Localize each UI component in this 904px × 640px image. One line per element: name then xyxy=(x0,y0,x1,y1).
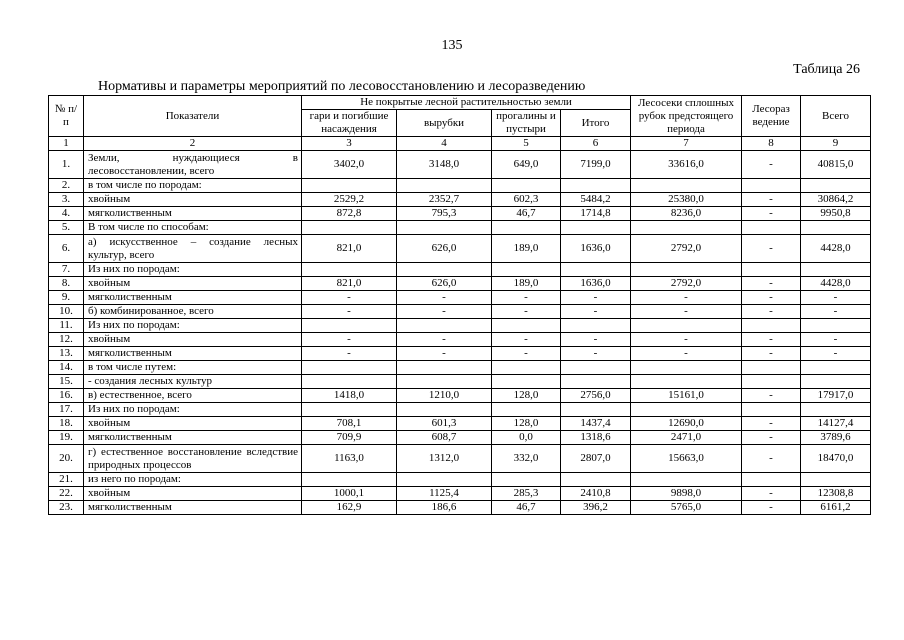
row-value: 15161,0 xyxy=(631,389,742,403)
row-value xyxy=(742,375,801,389)
row-value: 162,9 xyxy=(302,501,397,515)
row-value: 18470,0 xyxy=(801,445,871,473)
row-value: 9898,0 xyxy=(631,487,742,501)
row-label: - создания лесных культур xyxy=(84,375,302,389)
row-value xyxy=(302,319,397,333)
row-value: - xyxy=(561,333,631,347)
row-value xyxy=(397,221,492,235)
row-number: 11. xyxy=(49,319,84,333)
row-value: 602,3 xyxy=(492,193,561,207)
row-value xyxy=(302,179,397,193)
header-clearings: вырубки xyxy=(397,110,492,137)
row-value xyxy=(492,375,561,389)
row-value: 40815,0 xyxy=(801,151,871,179)
row-value xyxy=(492,179,561,193)
table-row xyxy=(49,193,871,207)
row-value: 285,3 xyxy=(492,487,561,501)
row-label: хвойным xyxy=(84,417,302,431)
table-row xyxy=(49,389,871,403)
norms-table xyxy=(48,95,871,515)
row-value: - xyxy=(397,347,492,361)
row-value: - xyxy=(492,333,561,347)
row-value: 2352,7 xyxy=(397,193,492,207)
row-value: 1000,1 xyxy=(302,487,397,501)
row-number: 15. xyxy=(49,375,84,389)
row-value: 2410,8 xyxy=(561,487,631,501)
row-value: 46,7 xyxy=(492,207,561,221)
row-value: 15663,0 xyxy=(631,445,742,473)
row-value: - xyxy=(742,417,801,431)
row-value: - xyxy=(561,291,631,305)
row-value xyxy=(631,361,742,375)
row-value xyxy=(397,263,492,277)
row-value: - xyxy=(801,333,871,347)
row-number: 23. xyxy=(49,501,84,515)
row-value xyxy=(492,263,561,277)
column-number: 4 xyxy=(397,137,492,151)
row-value xyxy=(397,473,492,487)
row-value: - xyxy=(742,235,801,263)
row-value: 189,0 xyxy=(492,235,561,263)
row-value: - xyxy=(742,305,801,319)
row-number: 1. xyxy=(49,151,84,179)
row-value: - xyxy=(742,389,801,403)
row-value: - xyxy=(397,333,492,347)
row-value: - xyxy=(801,347,871,361)
row-label: мягколиственным xyxy=(84,207,302,221)
row-value xyxy=(561,375,631,389)
row-value: 12690,0 xyxy=(631,417,742,431)
row-label: хвойным xyxy=(84,487,302,501)
row-value xyxy=(742,263,801,277)
row-value: 1210,0 xyxy=(397,389,492,403)
table-label: Таблица 26 xyxy=(793,62,860,77)
table-row xyxy=(49,305,871,319)
row-value xyxy=(801,263,871,277)
table-row xyxy=(49,207,871,221)
table-row xyxy=(49,445,871,473)
row-value: - xyxy=(801,305,871,319)
table-row xyxy=(49,473,871,487)
column-number-row xyxy=(49,137,871,151)
row-value xyxy=(492,473,561,487)
row-value: 1318,6 xyxy=(561,431,631,445)
row-value xyxy=(742,179,801,193)
row-value xyxy=(561,473,631,487)
row-value: 601,3 xyxy=(397,417,492,431)
row-value: - xyxy=(742,445,801,473)
row-value xyxy=(801,375,871,389)
row-label: в том числе путем: xyxy=(84,361,302,375)
row-value xyxy=(302,221,397,235)
page-number: 135 xyxy=(441,38,463,53)
row-value xyxy=(801,221,871,235)
row-value: 2471,0 xyxy=(631,431,742,445)
column-number: 3 xyxy=(302,137,397,151)
table-row xyxy=(49,319,871,333)
row-value xyxy=(631,179,742,193)
header-indicators: Показатели xyxy=(84,96,302,137)
row-value: 8236,0 xyxy=(631,207,742,221)
row-value xyxy=(302,361,397,375)
table-row xyxy=(49,431,871,445)
row-value xyxy=(492,221,561,235)
row-number: 6. xyxy=(49,235,84,263)
row-label: Из них по породам: xyxy=(84,403,302,417)
row-value: 128,0 xyxy=(492,417,561,431)
row-number: 3. xyxy=(49,193,84,207)
row-number: 17. xyxy=(49,403,84,417)
row-value: 396,2 xyxy=(561,501,631,515)
row-value xyxy=(801,179,871,193)
row-value: 709,9 xyxy=(302,431,397,445)
column-number: 1 xyxy=(49,137,84,151)
row-value xyxy=(631,375,742,389)
row-label: г) естественное восстановление вследствие природных процессов xyxy=(84,445,302,473)
header-total-group: Итого xyxy=(561,110,631,137)
row-value: 1636,0 xyxy=(561,235,631,263)
row-value: 12308,8 xyxy=(801,487,871,501)
row-value: 1636,0 xyxy=(561,277,631,291)
row-value: - xyxy=(742,347,801,361)
row-value xyxy=(631,403,742,417)
row-value: 1714,8 xyxy=(561,207,631,221)
row-value xyxy=(492,319,561,333)
row-value xyxy=(302,473,397,487)
row-value: - xyxy=(302,347,397,361)
table-row xyxy=(49,263,871,277)
row-value: - xyxy=(302,305,397,319)
row-value: 626,0 xyxy=(397,235,492,263)
table-body xyxy=(49,151,871,515)
row-number: 19. xyxy=(49,431,84,445)
row-number: 4. xyxy=(49,207,84,221)
header-glades: прогалины и пустыри xyxy=(492,110,561,137)
row-label: Из них по породам: xyxy=(84,263,302,277)
row-value: - xyxy=(397,305,492,319)
row-value: - xyxy=(631,333,742,347)
row-value: - xyxy=(742,193,801,207)
row-number: 22. xyxy=(49,487,84,501)
row-value: - xyxy=(302,291,397,305)
row-value xyxy=(492,361,561,375)
row-value: 1163,0 xyxy=(302,445,397,473)
column-number: 8 xyxy=(742,137,801,151)
row-label: хвойным xyxy=(84,277,302,291)
row-value: 708,1 xyxy=(302,417,397,431)
row-value: 5765,0 xyxy=(631,501,742,515)
row-label: а) искусственное – создание лесных культур, всего xyxy=(84,235,302,263)
row-value: - xyxy=(742,291,801,305)
row-value: 608,7 xyxy=(397,431,492,445)
table-row xyxy=(49,291,871,305)
row-value: 5484,2 xyxy=(561,193,631,207)
row-value: 872,8 xyxy=(302,207,397,221)
table-row xyxy=(49,361,871,375)
row-label: мягколиственным xyxy=(84,501,302,515)
row-value xyxy=(742,319,801,333)
header-not-covered-group: Не покрытые лесной растительностью земли xyxy=(302,96,631,110)
row-value: 2792,0 xyxy=(631,277,742,291)
table-row xyxy=(49,179,871,193)
row-label: Земли, нуждающиеся в лесовосстановлении, всего xyxy=(84,151,302,179)
row-value: 795,3 xyxy=(397,207,492,221)
row-number: 8. xyxy=(49,277,84,291)
row-number: 9. xyxy=(49,291,84,305)
table-row xyxy=(49,221,871,235)
row-value xyxy=(742,403,801,417)
row-value: 30864,2 xyxy=(801,193,871,207)
row-value xyxy=(631,221,742,235)
row-value: 186,6 xyxy=(397,501,492,515)
row-label: Из них по породам: xyxy=(84,319,302,333)
row-value: 17917,0 xyxy=(801,389,871,403)
row-value: - xyxy=(492,347,561,361)
row-value xyxy=(742,361,801,375)
row-value: - xyxy=(742,501,801,515)
row-label: хвойным xyxy=(84,193,302,207)
row-number: 7. xyxy=(49,263,84,277)
table-row xyxy=(49,151,871,179)
row-value xyxy=(397,319,492,333)
row-value xyxy=(302,263,397,277)
row-number: 14. xyxy=(49,361,84,375)
row-label: В том числе по способам: xyxy=(84,221,302,235)
row-number: 5. xyxy=(49,221,84,235)
row-value xyxy=(397,179,492,193)
row-value: 2756,0 xyxy=(561,389,631,403)
row-value xyxy=(302,403,397,417)
row-value xyxy=(561,221,631,235)
header-total: Всего xyxy=(801,96,871,137)
table-row xyxy=(49,347,871,361)
row-value: 4428,0 xyxy=(801,235,871,263)
table-row xyxy=(49,235,871,263)
row-value: 332,0 xyxy=(492,445,561,473)
table-row xyxy=(49,487,871,501)
table-title: Нормативы и параметры мероприятий по лесовосстановлению и лесоразведению xyxy=(98,79,586,94)
row-number: 12. xyxy=(49,333,84,347)
row-value: 1125,4 xyxy=(397,487,492,501)
row-number: 13. xyxy=(49,347,84,361)
row-value: - xyxy=(492,291,561,305)
row-value: - xyxy=(631,347,742,361)
row-value xyxy=(742,473,801,487)
row-value: 2529,2 xyxy=(302,193,397,207)
row-value: 649,0 xyxy=(492,151,561,179)
row-value: 1437,4 xyxy=(561,417,631,431)
row-value: 189,0 xyxy=(492,277,561,291)
table-row xyxy=(49,333,871,347)
row-value xyxy=(631,473,742,487)
row-value xyxy=(397,403,492,417)
row-value: - xyxy=(742,207,801,221)
column-number: 5 xyxy=(492,137,561,151)
row-value: 14127,4 xyxy=(801,417,871,431)
row-value: 1312,0 xyxy=(397,445,492,473)
row-value xyxy=(492,403,561,417)
column-number: 9 xyxy=(801,137,871,151)
row-label: мягколиственным xyxy=(84,347,302,361)
header-cutting-areas: Лесосеки сплошных рубок предстоящего периода xyxy=(631,96,742,137)
row-value: 1418,0 xyxy=(302,389,397,403)
row-value xyxy=(631,263,742,277)
row-value xyxy=(561,263,631,277)
row-value: - xyxy=(742,333,801,347)
row-value: 25380,0 xyxy=(631,193,742,207)
row-value: 128,0 xyxy=(492,389,561,403)
row-value: - xyxy=(742,487,801,501)
row-value: - xyxy=(742,431,801,445)
row-value: - xyxy=(492,305,561,319)
row-number: 20. xyxy=(49,445,84,473)
row-number: 21. xyxy=(49,473,84,487)
row-value: 46,7 xyxy=(492,501,561,515)
row-value: 6161,2 xyxy=(801,501,871,515)
row-value: 4428,0 xyxy=(801,277,871,291)
header-afforestation: Лесораз ведение xyxy=(742,96,801,137)
table-row xyxy=(49,375,871,389)
row-value xyxy=(561,179,631,193)
row-value: 626,0 xyxy=(397,277,492,291)
column-number: 7 xyxy=(631,137,742,151)
row-label: в) естественное, всего xyxy=(84,389,302,403)
row-value xyxy=(561,403,631,417)
row-value: 3148,0 xyxy=(397,151,492,179)
row-number: 16. xyxy=(49,389,84,403)
row-label: б) комбинированное, всего xyxy=(84,305,302,319)
row-value: 3402,0 xyxy=(302,151,397,179)
row-value xyxy=(801,403,871,417)
row-value: - xyxy=(561,347,631,361)
row-value: - xyxy=(561,305,631,319)
row-value: - xyxy=(302,333,397,347)
row-value: 2807,0 xyxy=(561,445,631,473)
row-label: из него по породам: xyxy=(84,473,302,487)
row-value: 821,0 xyxy=(302,235,397,263)
row-value: - xyxy=(742,277,801,291)
row-value xyxy=(561,319,631,333)
row-number: 10. xyxy=(49,305,84,319)
row-value: 821,0 xyxy=(302,277,397,291)
row-value xyxy=(302,375,397,389)
row-value xyxy=(561,361,631,375)
row-value xyxy=(801,319,871,333)
row-value: - xyxy=(801,291,871,305)
row-label: в том числе по породам: xyxy=(84,179,302,193)
row-value: 3789,6 xyxy=(801,431,871,445)
row-value: 0,0 xyxy=(492,431,561,445)
column-number: 6 xyxy=(561,137,631,151)
row-label: мягколиственным xyxy=(84,291,302,305)
row-value: 7199,0 xyxy=(561,151,631,179)
header-burnt: гари и погибшие насаждения xyxy=(302,110,397,137)
table-row xyxy=(49,501,871,515)
table-row xyxy=(49,403,871,417)
row-value xyxy=(397,375,492,389)
row-value xyxy=(397,361,492,375)
row-number: 2. xyxy=(49,179,84,193)
table-row xyxy=(49,417,871,431)
row-value: - xyxy=(631,291,742,305)
column-number: 2 xyxy=(84,137,302,151)
row-value: 33616,0 xyxy=(631,151,742,179)
header-num: № п/п xyxy=(49,96,84,137)
row-label: хвойным xyxy=(84,333,302,347)
row-value: - xyxy=(742,151,801,179)
row-value xyxy=(631,319,742,333)
row-value xyxy=(801,473,871,487)
table-row xyxy=(49,277,871,291)
row-value: 9950,8 xyxy=(801,207,871,221)
row-value xyxy=(742,221,801,235)
row-value: 2792,0 xyxy=(631,235,742,263)
row-label: мягколиственным xyxy=(84,431,302,445)
row-number: 18. xyxy=(49,417,84,431)
row-value: - xyxy=(631,305,742,319)
row-value xyxy=(801,361,871,375)
row-value: - xyxy=(397,291,492,305)
